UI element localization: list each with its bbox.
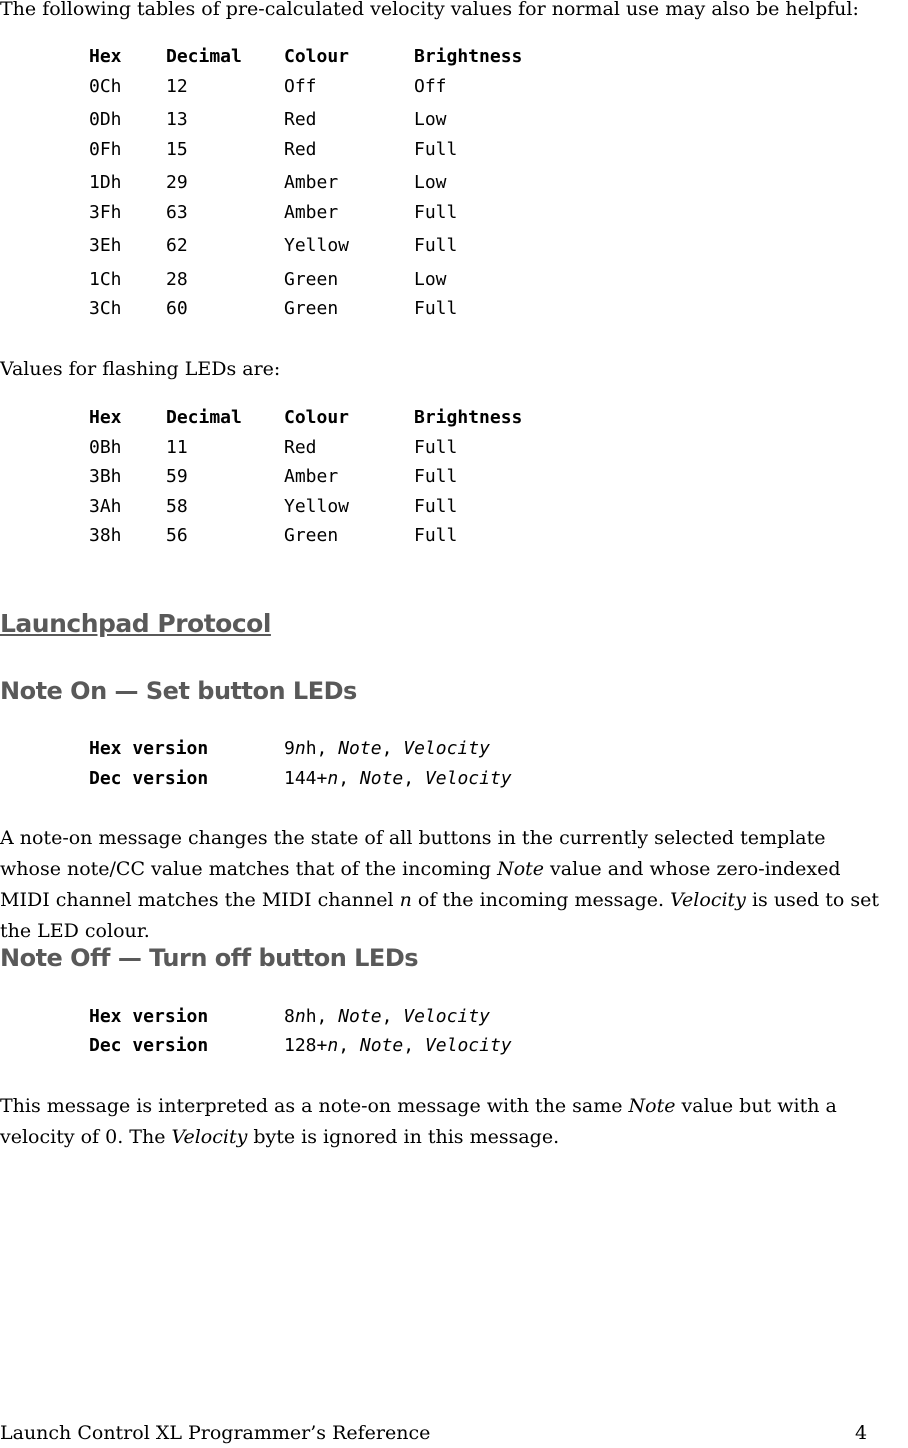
cell-hex: 3Ah (89, 495, 122, 517)
cell-decimal: 13 (166, 109, 188, 130)
channel-var: n (327, 1035, 339, 1056)
desc-text: byte is ignored in this message. (247, 1126, 560, 1148)
desc-text: is used to set the LED colour. (0, 889, 879, 942)
cell-decimal: 58 (166, 495, 188, 517)
cell-colour: Red (284, 109, 317, 130)
cell-colour: Yellow (284, 235, 350, 256)
cell-colour: Red (284, 138, 317, 160)
cell-brightness: Full (414, 235, 458, 256)
hex-version-label: Hex version (89, 1006, 209, 1027)
page-number: 4 (855, 1422, 868, 1444)
desc-text: value but with a velocity of 0. The (0, 1095, 837, 1148)
note-on-heading: Note On — Set button LEDs (0, 677, 357, 705)
note-var: Note (359, 1035, 404, 1056)
velocity-term: Velocity (670, 889, 746, 911)
note-var: Note (359, 768, 404, 789)
cell-hex: 3Bh (89, 466, 122, 487)
hex-status-prefix: 9 (284, 738, 295, 759)
dec-status-prefix: 128+ (284, 1035, 328, 1056)
note-off-description (0, 1091, 905, 1153)
cell-colour: Green (284, 298, 339, 319)
dec-version-label: Dec version (89, 768, 209, 789)
velocity-var: Velocity (424, 1035, 512, 1056)
cell-brightness: Low (414, 268, 447, 290)
flashing-intro-text: Values for flashing LEDs are: (0, 358, 281, 380)
note-var: Note (338, 1006, 382, 1027)
cell-colour: Amber (284, 172, 339, 193)
cell-colour: Amber (284, 201, 339, 223)
channel-var: n (294, 738, 306, 759)
hex-status-prefix: 8 (284, 1006, 295, 1027)
note-on-hex-version (89, 738, 490, 759)
header-brightness: Brightness (414, 407, 523, 428)
note-term: Note (628, 1095, 676, 1117)
dec-status-prefix: 144+ (284, 768, 328, 789)
header-hex: Hex (89, 46, 122, 67)
separator: , (338, 768, 360, 789)
cell-hex: 3Eh (89, 235, 122, 256)
cell-brightness: Full (414, 466, 458, 487)
cell-hex: 0Ch (89, 75, 122, 97)
velocity-var: Velocity (403, 1006, 490, 1027)
cell-brightness: Full (414, 436, 458, 458)
separator: , (381, 1006, 404, 1027)
note-term: Note (497, 858, 545, 880)
section-title: Launchpad Protocol (0, 609, 271, 638)
cell-colour: Yellow (284, 495, 350, 517)
cell-colour: Off (284, 75, 317, 97)
header-decimal: Decimal (166, 407, 242, 428)
header-hex: Hex (89, 407, 122, 428)
velocity-var: Velocity (424, 768, 512, 789)
cell-hex: 3Ch (89, 298, 122, 319)
cell-hex: 0Fh (89, 138, 122, 160)
cell-brightness: Low (414, 109, 447, 130)
hex-status-suffix: h, (305, 738, 339, 759)
desc-text: of the incoming message. (411, 889, 671, 911)
channel-var: n (327, 768, 339, 789)
cell-decimal: 56 (166, 525, 188, 546)
cell-brightness: Off (414, 75, 447, 97)
separator: , (338, 1035, 360, 1056)
hex-status-suffix: h, (305, 1006, 339, 1027)
cell-decimal: 28 (166, 268, 188, 290)
hex-version-label: Hex version (89, 738, 209, 759)
cell-colour: Green (284, 268, 339, 290)
cell-brightness: Full (414, 138, 458, 160)
intro-text: The following tables of pre-calculated velocity values for normal use may also be helpful: (0, 0, 859, 20)
velocity-var: Velocity (403, 738, 490, 759)
header-colour: Colour (284, 407, 350, 428)
cell-colour: Amber (284, 466, 339, 487)
cell-brightness: Full (414, 495, 458, 517)
channel-term: n (399, 889, 412, 911)
desc-text: A note-on message changes the state of all buttons in the currently selected template whose note/CC value matches that of the incoming (0, 827, 826, 880)
header-colour: Colour (284, 46, 350, 67)
velocity-term: Velocity (171, 1126, 248, 1148)
cell-hex: 0Dh (89, 109, 122, 130)
cell-hex: 1Ch (89, 268, 122, 290)
cell-hex: 0Bh (89, 436, 122, 458)
header-decimal: Decimal (166, 46, 242, 67)
cell-decimal: 59 (166, 466, 188, 487)
note-off-dec-version (89, 1035, 512, 1056)
channel-var: n (294, 1006, 306, 1027)
cell-decimal: 12 (166, 75, 188, 97)
note-off-hex-version (89, 1006, 490, 1027)
cell-brightness: Full (414, 298, 458, 319)
note-on-description (0, 823, 890, 947)
note-off-heading: Note Off — Turn off button LEDs (0, 944, 419, 972)
cell-decimal: 11 (166, 436, 188, 458)
cell-hex: 3Fh (89, 201, 122, 223)
cell-colour: Red (284, 436, 317, 458)
note-var: Note (338, 738, 382, 759)
footer-title: Launch Control XL Programmer’s Reference (0, 1422, 431, 1444)
cell-brightness: Low (414, 172, 447, 193)
cell-brightness: Full (414, 201, 458, 223)
separator: , (381, 738, 404, 759)
cell-hex: 1Dh (89, 172, 122, 193)
cell-decimal: 60 (166, 298, 188, 319)
cell-decimal: 29 (166, 172, 188, 193)
cell-hex: 38h (89, 525, 122, 546)
dec-version-label: Dec version (89, 1035, 209, 1056)
separator: , (403, 1035, 425, 1056)
cell-colour: Green (284, 525, 339, 546)
separator: , (403, 768, 425, 789)
header-brightness: Brightness (414, 46, 523, 67)
cell-decimal: 15 (166, 138, 188, 160)
cell-decimal: 63 (166, 201, 188, 223)
desc-text: This message is interpreted as a note-on message with the same (0, 1095, 629, 1117)
cell-decimal: 62 (166, 235, 188, 256)
desc-text: value and whose zero-indexed MIDI channel matches the MIDI channel (0, 858, 841, 911)
cell-brightness: Full (414, 525, 458, 546)
note-on-dec-version (89, 768, 512, 789)
